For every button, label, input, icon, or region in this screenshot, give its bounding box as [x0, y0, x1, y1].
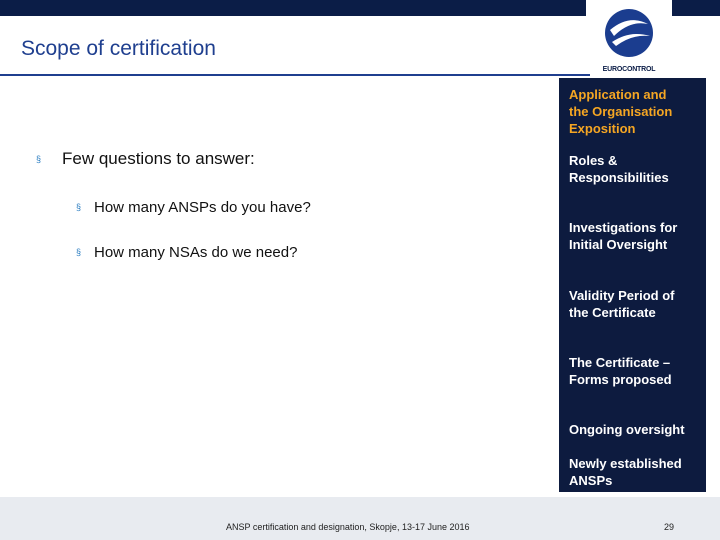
sidebar-item-line: Initial Oversight [569, 237, 668, 252]
sidebar-item-roles[interactable] [569, 152, 699, 186]
sidebar-item-certificate[interactable] [569, 354, 699, 388]
sidebar-item-line: Ongoing oversight [569, 422, 685, 437]
sidebar-item-line: Exposition [569, 121, 636, 136]
sidebar-item-line: Investigations for [569, 220, 678, 235]
footer-band [0, 497, 720, 540]
sidebar-item-newly-established[interactable] [569, 455, 699, 489]
eurocontrol-logo [590, 0, 668, 78]
sidebar-item-line: Validity Period of [569, 288, 675, 303]
sidebar-item-ongoing[interactable] [569, 421, 699, 438]
sidebar-item-application[interactable] [569, 86, 699, 137]
sidebar-item-line: Newly established [569, 456, 682, 471]
top-band-left [0, 0, 586, 16]
bullet-level2-item: How many ANSPs do you have? [94, 199, 311, 216]
topic-sidebar [559, 78, 706, 492]
top-band-right [672, 0, 720, 16]
sidebar-item-line: the Certificate [569, 305, 656, 320]
title-divider [0, 74, 590, 76]
logo-label: EUROCONTROL [602, 66, 656, 73]
sidebar-item-validity[interactable] [569, 287, 699, 321]
sidebar-item-investigations[interactable] [569, 219, 699, 253]
sidebar-item-line: Application and [569, 87, 667, 102]
bullet-icon: § [36, 154, 42, 164]
eurocontrol-emblem-icon [590, 0, 668, 64]
sidebar-item-line: ANSPs [569, 473, 613, 488]
page-number: 29 [664, 522, 675, 532]
bullet-icon: § [76, 202, 82, 212]
sidebar-item-line: Forms proposed [569, 372, 672, 387]
sidebar-item-line: Responsibilities [569, 170, 669, 185]
sidebar-item-line: The Certificate – [569, 355, 671, 370]
bullet-icon: § [76, 247, 82, 257]
sidebar-item-line: Roles & [569, 153, 618, 168]
bullet-level1: Few questions to answer: [62, 149, 255, 168]
bullet-level2-item: How many NSAs do we need? [94, 244, 298, 261]
slide-title: Scope of certification [21, 37, 216, 60]
footer-text: ANSP certification and designation, Skopje, 13-17 June 2016 [226, 522, 470, 532]
sidebar-item-line: the Organisation [569, 104, 673, 119]
